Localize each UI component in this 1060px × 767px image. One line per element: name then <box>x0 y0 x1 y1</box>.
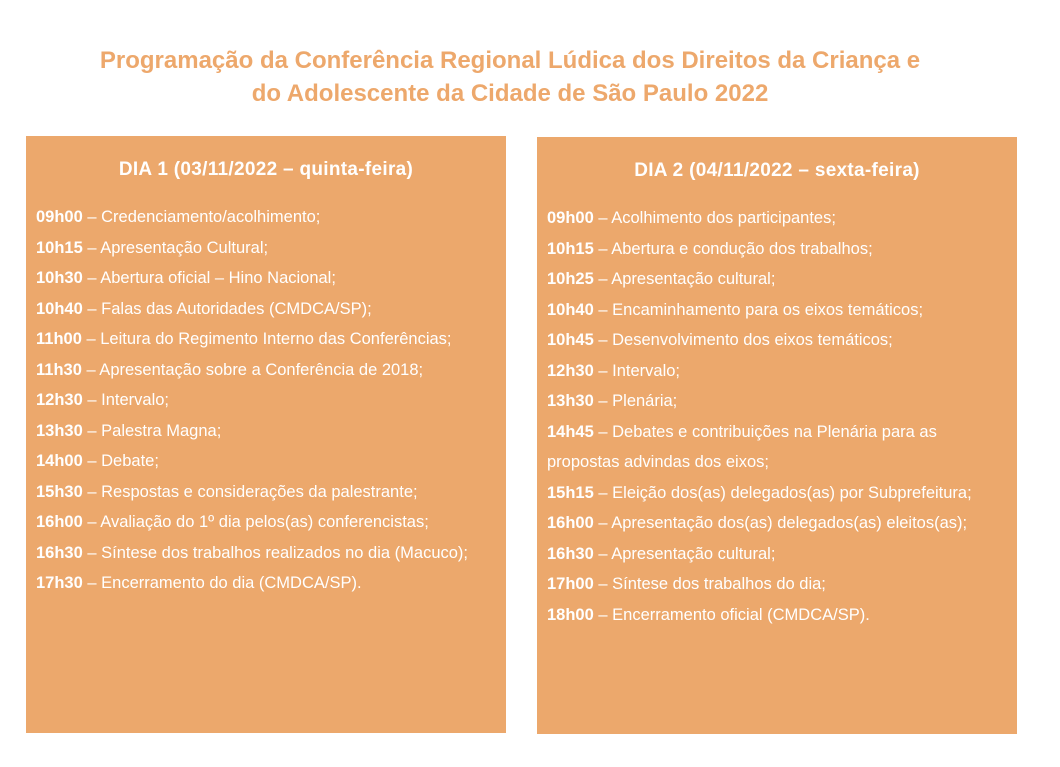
schedule-item <box>547 569 1009 600</box>
day-1-panel <box>26 136 506 733</box>
schedule-time: 11h30 <box>36 360 82 379</box>
schedule-activity: – Encerramento do dia (CMDCA/SP). <box>82 574 362 592</box>
schedule-time: 18h00 <box>547 605 594 624</box>
schedule-activity: – Apresentação dos(as) delegados(as) eleitos(as); <box>593 514 968 532</box>
schedule-time: 10h40 <box>547 300 594 319</box>
schedule-item <box>547 600 1009 631</box>
schedule-item <box>547 478 1009 509</box>
schedule-item <box>547 386 1009 417</box>
schedule-activity: – Apresentação cultural; <box>593 270 776 288</box>
schedule-item <box>36 202 498 233</box>
schedule-activity: – Acolhimento dos participantes; <box>593 209 836 227</box>
schedule-item <box>547 234 1009 265</box>
schedule-time: 17h00 <box>547 575 594 593</box>
schedule-item <box>547 264 1009 295</box>
schedule-activity: – Intervalo; <box>82 391 170 409</box>
schedule-time: 16h30 <box>547 544 594 563</box>
schedule-activity: – Eleição dos(as) delegados(as) por Subprefeitura; <box>593 483 972 502</box>
day-2-panel <box>537 137 1017 734</box>
schedule-item <box>36 324 498 355</box>
schedule-item <box>547 203 1009 234</box>
schedule-item <box>36 233 498 264</box>
schedule-activity: – Intervalo; <box>593 361 681 380</box>
schedule-activity: – Falas das Autoridades (CMDCA/SP); <box>82 299 372 318</box>
schedule-item <box>36 538 498 569</box>
schedule-item <box>36 263 498 294</box>
day-1-heading: DIA 1 (03/11/2022 – quinta-feira) <box>118 159 414 180</box>
schedule-activity: – Abertura e condução dos trabalhos; <box>593 239 873 258</box>
schedule-item <box>36 477 498 508</box>
schedule-item <box>36 507 498 538</box>
schedule-time: 12h30 <box>36 391 83 409</box>
schedule-time: 10h15 <box>547 239 594 258</box>
schedule-time: 10h30 <box>36 269 83 287</box>
schedule-activity: – Avaliação do 1º dia pelos(as) conferencistas; <box>82 513 429 531</box>
schedule-time: 16h30 <box>36 543 83 562</box>
schedule-activity: – Síntese dos trabalhos realizados no dia (Macuco); <box>82 543 469 562</box>
schedule-activity: – Encaminhamento para os eixos temáticos; <box>593 300 924 319</box>
schedule-activity: – Leitura do Regimento Interno das Conferências; <box>81 330 452 348</box>
schedule-activity: – Debates e contribuições na Plenária para as propostas advindas dos eixos; <box>547 422 937 471</box>
schedule-time: 10h40 <box>36 299 83 318</box>
schedule-time: 14h00 <box>36 452 83 470</box>
schedule-time: 13h30 <box>547 392 594 410</box>
day-2-heading: DIA 2 (04/11/2022 – sexta-feira) <box>634 160 920 181</box>
title-line-2: do Adolescente da Cidade de São Paulo 2022 <box>251 80 769 108</box>
schedule-time: 10h25 <box>547 270 594 288</box>
schedule-time: 14h45 <box>547 422 594 441</box>
schedule-activity: – Apresentação sobre a Conferência de 2018; <box>81 360 424 379</box>
schedule-activity: – Plenária; <box>593 392 678 410</box>
schedule-activity: – Apresentação Cultural; <box>82 238 269 257</box>
schedule-activity: – Respostas e considerações da palestrante; <box>82 482 418 501</box>
schedule-time: 13h30 <box>36 421 83 440</box>
schedule-activity: – Encerramento oficial (CMDCA/SP). <box>593 605 870 624</box>
schedule-item <box>547 295 1009 326</box>
schedule-time: 16h00 <box>36 513 83 531</box>
schedule-item <box>36 416 498 447</box>
schedule-activity: – Debate; <box>82 452 159 470</box>
schedule-time: 10h45 <box>547 331 594 349</box>
schedule-item <box>36 568 498 599</box>
schedule-item <box>36 294 498 325</box>
schedule-time: 09h00 <box>36 208 83 226</box>
schedule-activity: – Desenvolvimento dos eixos temáticos; <box>593 331 893 349</box>
schedule-time: 15h15 <box>547 483 594 502</box>
schedule-item <box>547 356 1009 387</box>
schedule-time: 17h30 <box>36 574 83 592</box>
schedule-item <box>36 355 498 386</box>
schedule-item <box>547 325 1009 356</box>
schedule-item <box>547 508 1009 539</box>
schedule-activity: – Palestra Magna; <box>82 421 222 440</box>
schedule-activity: – Síntese dos trabalhos do dia; <box>593 575 826 593</box>
schedule-item <box>547 539 1009 570</box>
schedule-item <box>36 385 498 416</box>
page-title <box>20 44 1000 110</box>
title-line-1: Programação da Conferência Regional Lúdica dos Direitos da Criança e <box>99 47 921 75</box>
schedule-item <box>547 417 1009 478</box>
schedule-item <box>36 446 498 477</box>
schedule-time: 12h30 <box>547 361 594 380</box>
schedule-time: 16h00 <box>547 514 594 532</box>
schedule-activity: – Apresentação cultural; <box>593 544 776 563</box>
schedule-time: 10h15 <box>36 238 83 257</box>
day-2-schedule <box>547 203 1009 630</box>
schedule-activity: – Abertura oficial – Hino Nacional; <box>82 269 336 287</box>
day-1-schedule <box>36 202 498 599</box>
schedule-time: 11h00 <box>36 330 82 348</box>
schedule-time: 09h00 <box>547 209 594 227</box>
schedule-activity: – Credenciamento/acolhimento; <box>82 208 321 226</box>
schedule-time: 15h30 <box>36 482 83 501</box>
